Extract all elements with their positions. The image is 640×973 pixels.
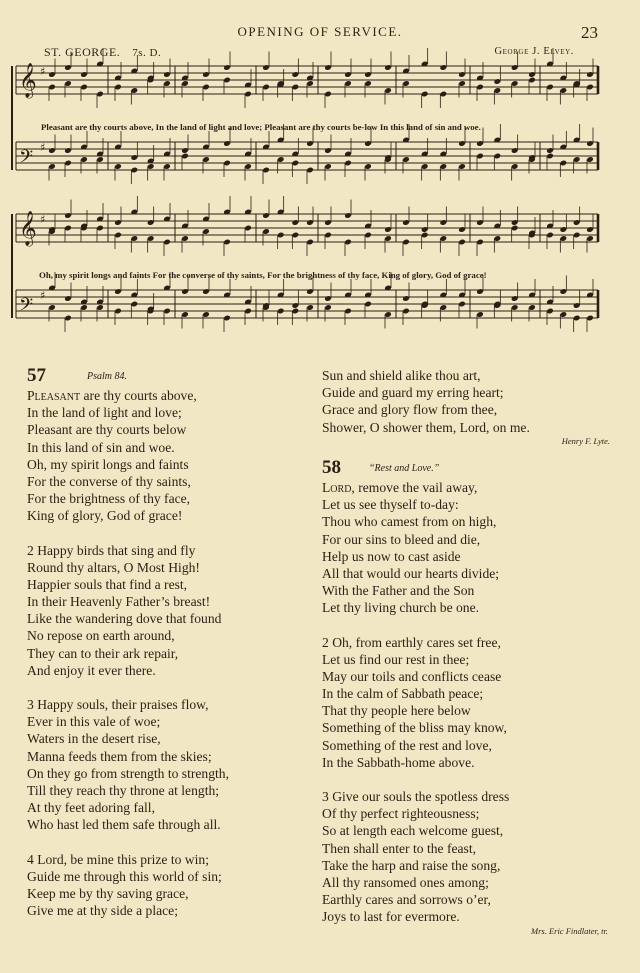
- first-word: Lord: [322, 480, 352, 495]
- hymn-number: 57: [27, 365, 46, 386]
- verse-line: Something of the rest and love,: [322, 737, 492, 753]
- verse-line: For the converse of thy saints,: [27, 473, 191, 489]
- verse-line: Manna feeds them from the skies;: [27, 748, 212, 764]
- verse-line: Happier souls that find a rest,: [27, 576, 188, 592]
- music-lyric-line: Pleasant are thy courts above, In the land of light and love; Pleasant are thy courts be-low In this land of sin and woe.: [41, 122, 481, 132]
- verse-line: Like the wandering dove that found: [27, 611, 222, 627]
- verse-line: Thou who camest from on high,: [322, 514, 497, 530]
- verse-line: And enjoy it ever there.: [27, 662, 156, 678]
- verse-line: For our sins to bleed and die,: [322, 531, 481, 547]
- hymn-source: Psalm 84.: [87, 371, 127, 382]
- verse-line: In this land of sin and woe.: [27, 439, 175, 455]
- verse-line: Waters in the desert rise,: [27, 731, 161, 747]
- stanza-2: [27, 542, 317, 680]
- verse-line: Till they reach thy throne at length;: [27, 782, 220, 798]
- stanza-1: [322, 496, 616, 616]
- verse-line: All thy ransomed ones among;: [322, 874, 489, 890]
- verse-line: That thy people here below: [322, 703, 471, 719]
- verse-line: In their Heavenly Father’s breast!: [27, 594, 211, 610]
- verse-line: Help us now to cast aside: [322, 548, 461, 564]
- tune-name: ST. GEORGE.: [44, 45, 121, 59]
- verse-line: Grace and glory flow from thee,: [322, 402, 498, 418]
- hymn-number: 58: [322, 457, 341, 478]
- key-signature: ♯: [40, 213, 46, 226]
- hymn-57-continued: [322, 367, 616, 446]
- verse-line: 3 Happy souls, their praises flow,: [27, 697, 209, 712]
- treble-clef: 𝄞: [19, 63, 37, 98]
- verse-line: Let us see thyself to-day:: [322, 497, 459, 513]
- hymn-source: “Rest and Love.”: [369, 463, 440, 474]
- verse-line: Keep me by thy saving grace,: [27, 885, 189, 901]
- verse-line: On they go from strength to strength,: [27, 765, 229, 781]
- verse-line: 2 Happy birds that sing and fly: [27, 542, 196, 558]
- page-number: 23: [581, 23, 598, 42]
- stanza-2: [322, 634, 616, 772]
- verse-line: No repose on earth around,: [27, 628, 175, 644]
- verse-line: Round thy altars, O Most High!: [27, 559, 200, 575]
- running-head: OPENING OF SERVICE.: [237, 24, 403, 39]
- author-credit: Henry F. Lyte.: [561, 435, 610, 446]
- verse-line: Guide and guard my erring heart;: [322, 385, 504, 401]
- hymn-heading: [322, 457, 616, 479]
- verse-line: In the calm of Sabbath peace;: [322, 686, 484, 702]
- hymn-heading: [27, 365, 317, 387]
- composer-credit: George J. Elvey.: [494, 46, 574, 57]
- verse-line: Let thy living church be one.: [322, 600, 480, 616]
- verse-line: Something of the bliss may know,: [322, 720, 507, 736]
- key-signature: ♯: [40, 141, 46, 154]
- verse-line: At thy feet adoring fall,: [27, 800, 155, 816]
- verse-line: Give me at thy side a place;: [27, 903, 178, 919]
- verse-line: In the Sabbath-home above.: [322, 754, 475, 770]
- verse-line: With the Father and the Son: [322, 583, 475, 599]
- verse-line: Shower, O shower them, Lord, on me.: [322, 419, 530, 435]
- verse-line: Pleasant are thy courts above,: [27, 388, 197, 403]
- verse-line: Guide me through this world of sin;: [27, 868, 222, 884]
- sheet-music: [0, 0, 640, 360]
- verse-line: All that would our hearts divide;: [322, 565, 500, 581]
- treble-clef: 𝄞: [19, 211, 37, 246]
- key-signature: ♯: [40, 65, 46, 78]
- hymn-57: [27, 365, 317, 919]
- bass-clef: 𝄢: [19, 147, 34, 172]
- stanza-4-continued: [322, 367, 616, 436]
- verse-line: King of glory, God of grace!: [27, 508, 183, 524]
- verse-line: Ever in this vale of woe;: [27, 714, 161, 730]
- stanza-1: [27, 404, 317, 524]
- tune-meter: 7s. D.: [132, 47, 162, 59]
- verse-line: Let us find our rest in thee;: [322, 651, 470, 667]
- verse-line: Lord, remove the vail away,: [322, 480, 478, 495]
- bass-clef: 𝄢: [19, 295, 34, 320]
- music-lyric-line: Oh, my spirit longs and faints For the converse of thy saints, For the brightness of thy face, King of glory, God of grace!: [39, 270, 487, 280]
- verse-line: 4 Lord, be mine this prize to win;: [27, 851, 209, 867]
- verse-line: Who hast led them safe through all.: [27, 817, 221, 833]
- verse-line: May our toils and conflicts cease: [322, 668, 502, 684]
- author-credit: Mrs. Eric Findlater, tr.: [531, 925, 608, 936]
- hymn-58: [322, 457, 616, 936]
- verse-line: 2 Oh, from earthly cares set free,: [322, 634, 501, 650]
- first-word: Pleasant: [27, 388, 81, 403]
- verse-line: Earthly cares and sorrows o’er,: [322, 892, 491, 908]
- verse-line: 3 Give our souls the spotless dress: [322, 789, 510, 804]
- stanza-4: [27, 851, 317, 920]
- key-signature: ♯: [40, 289, 46, 302]
- verse-line: So at length each welcome guest,: [322, 823, 504, 839]
- stanza-3: [27, 696, 317, 834]
- verse-line: Pleasant are thy courts below: [27, 422, 187, 438]
- verse-line: In the land of light and love;: [27, 405, 182, 421]
- verse-line: Joys to last for evermore.: [322, 909, 460, 925]
- verse-line: For the brightness of thy face,: [27, 491, 191, 507]
- verse-line: Take the harp and raise the song,: [322, 857, 501, 873]
- verse-line: Sun and shield alike thou art,: [322, 368, 481, 383]
- verse-line: They can to their ark repair,: [27, 645, 179, 661]
- verse-line: Of thy perfect righteousness;: [322, 806, 480, 822]
- stanza-3: [322, 788, 616, 926]
- verse-line: Oh, my spirit longs and faints: [27, 456, 189, 472]
- verse-line: Then shall enter to the feast,: [322, 840, 477, 856]
